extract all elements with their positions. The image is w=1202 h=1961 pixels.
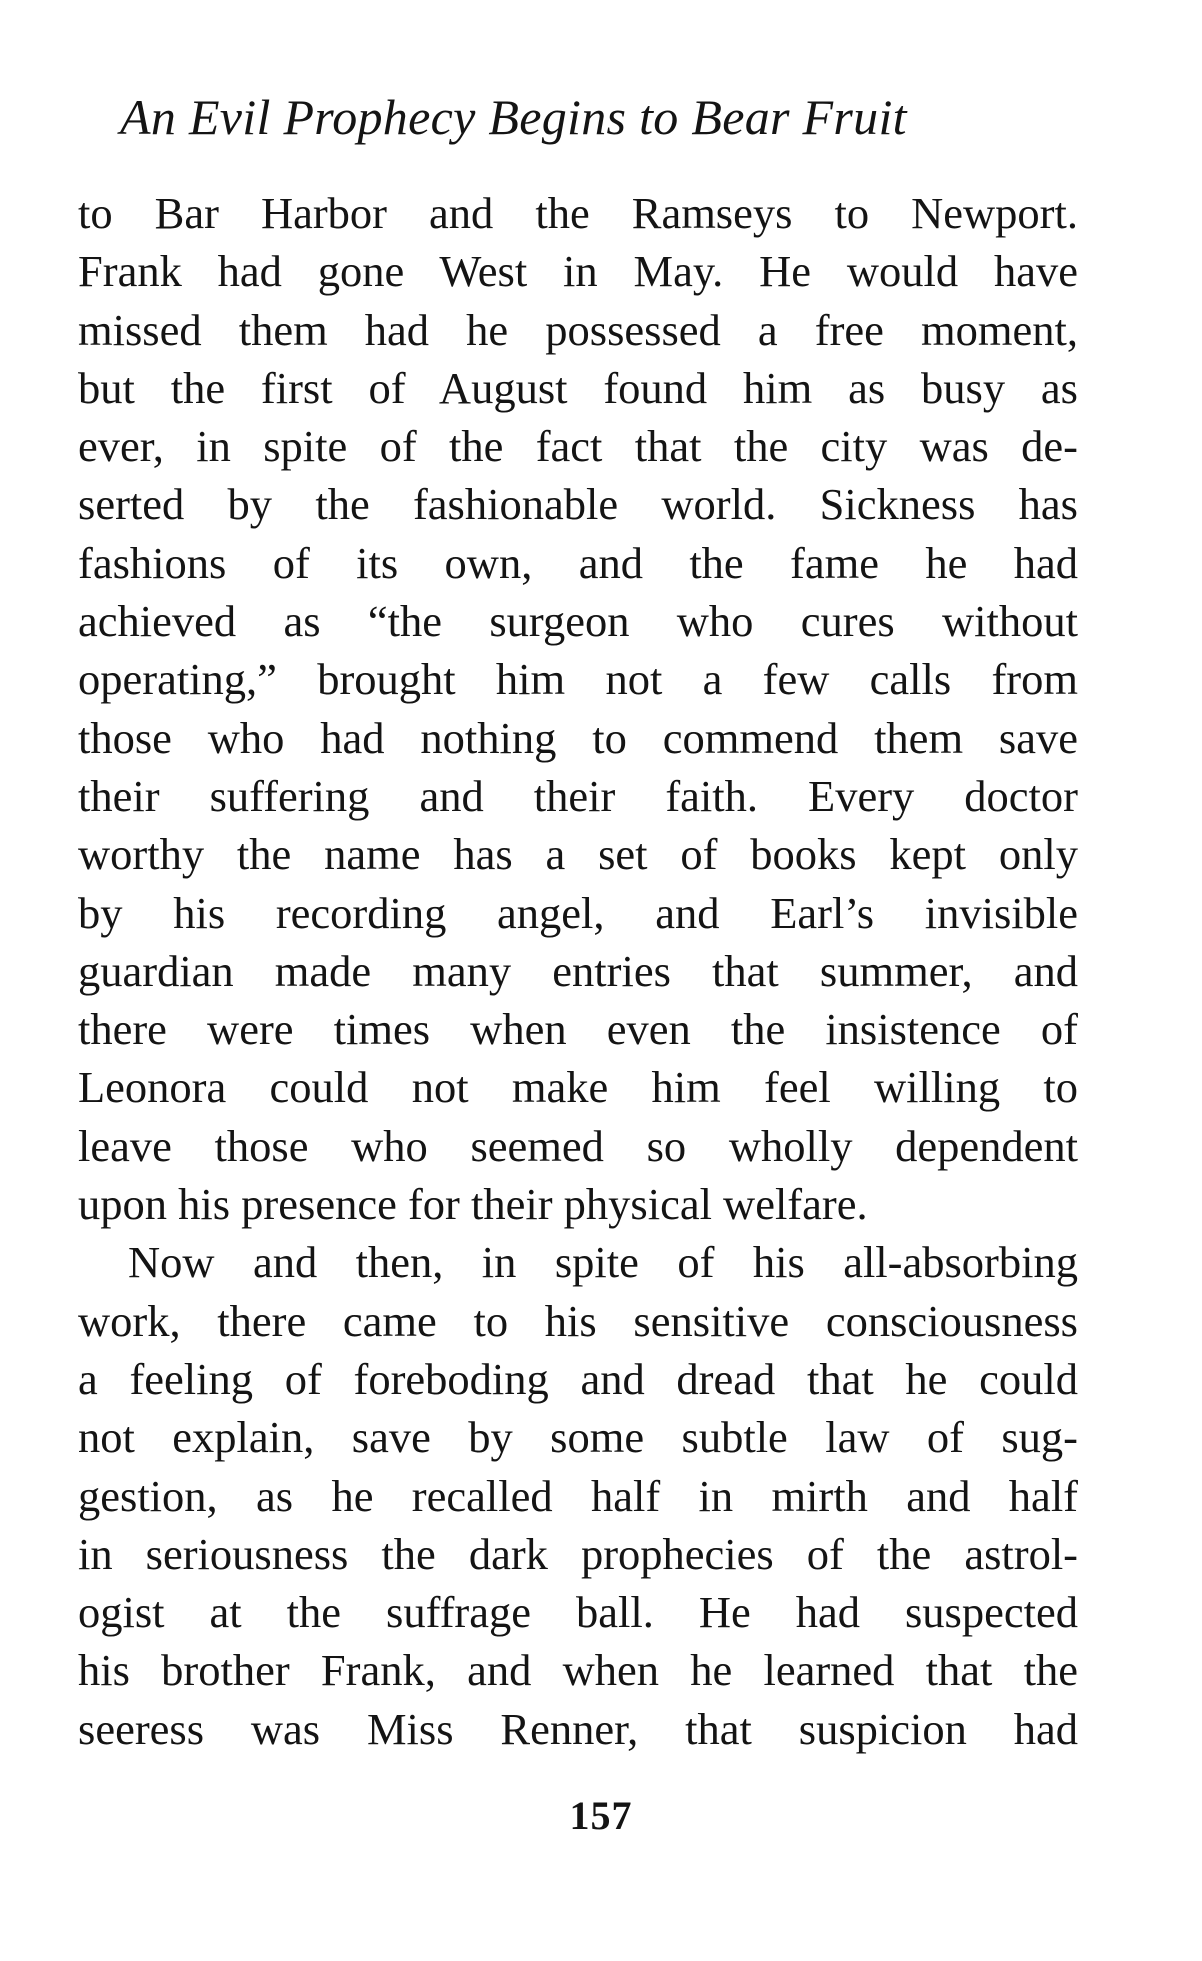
text-line-16: Leonora could not make him feel willing to <box>78 1062 1078 1113</box>
text-line-4: but the first of August found him as busy as <box>78 362 1078 413</box>
text-line-6: serted by the fashionable world. Sickness has <box>78 479 1078 530</box>
text-line-23: gestion, as he recalled half in mirth and half <box>78 1470 1078 1521</box>
text-line-25: ogist at the suffrage ball. He had suspected <box>78 1587 1078 1638</box>
page-number: 157 <box>569 1793 633 1838</box>
text-line-8: achieved as “the surgeon who cures without <box>78 596 1078 647</box>
text-line-9: operating,” brought him not a few calls from <box>78 654 1078 705</box>
text-line-11: their suffering and their faith. Every doctor <box>78 770 1078 821</box>
body-text <box>78 184 1078 1758</box>
text-line-10: those who had nothing to commend them save <box>78 712 1078 763</box>
text-line-12: worthy the name has a set of books kept only <box>78 829 1078 880</box>
text-line-21: a feeling of foreboding and dread that he could <box>78 1353 1078 1404</box>
text-line-2: Frank had gone West in May. He would have <box>78 246 1078 297</box>
text-line-27: seeress was Miss Renner, that suspicion had <box>78 1703 1078 1754</box>
text-line-14: guardian made many entries that summer, and <box>78 945 1078 996</box>
text-line-15: there were times when even the insistence of <box>78 1004 1078 1055</box>
text-line-5: ever, in spite of the fact that the city was de- <box>78 421 1078 472</box>
text-line-18: upon his presence for their physical welfare. <box>78 1179 868 1230</box>
text-line-17: leave those who seemed so wholly dependent <box>78 1120 1078 1171</box>
text-line-22: not explain, save by some subtle law of sug- <box>78 1412 1078 1463</box>
text-line-7: fashions of its own, and the fame he had <box>78 537 1078 588</box>
text-line-26: his brother Frank, and when he learned that the <box>78 1645 1078 1696</box>
text-line-19: Now and then, in spite of his all-absorbing <box>128 1237 1078 1288</box>
running-head: An Evil Prophecy Begins to Bear Fruit <box>120 89 907 145</box>
text-line-1: to Bar Harbor and the Ramseys to Newport. <box>78 188 1078 238</box>
text-line-3: missed them had he possessed a free moment, <box>78 304 1078 355</box>
text-line-13: by his recording angel, and Earl’s invisible <box>78 887 1078 938</box>
text-line-20: work, there came to his sensitive consciousness <box>78 1295 1078 1346</box>
text-line-24: in seriousness the dark prophecies of the astrol- <box>78 1528 1078 1579</box>
